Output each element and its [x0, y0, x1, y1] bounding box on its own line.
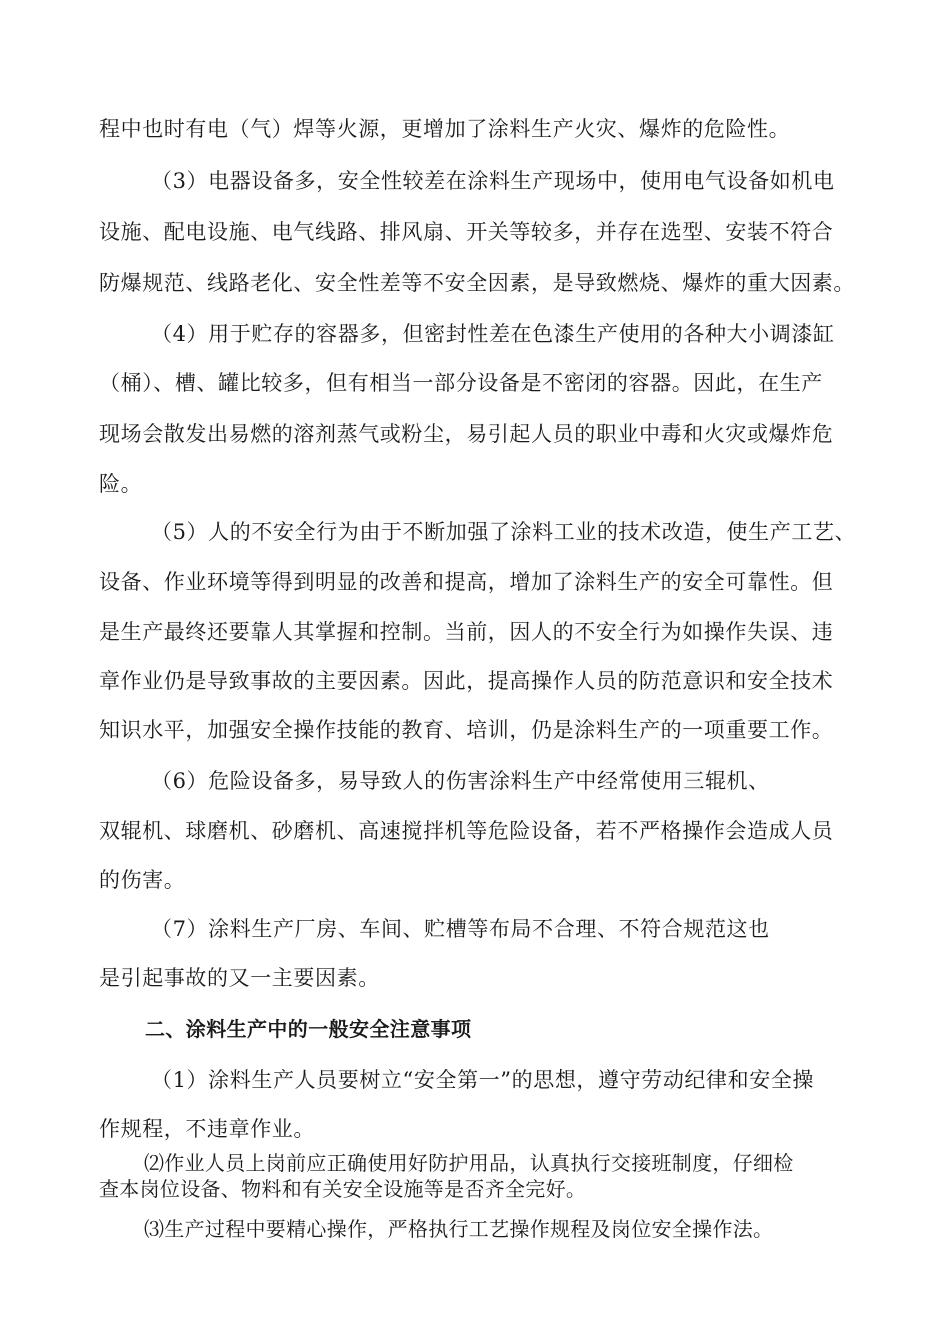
paragraph-line: 的伤害。	[99, 868, 186, 892]
list-item: ⑶生产过程中要精心操作，严格执行工艺操作规程及岗位安全操作法。	[144, 1217, 774, 1241]
paragraph-line: （7）涂料生产厂房、车间、贮槽等布局不合理、不符合规范这也	[151, 917, 770, 941]
paragraph-line: 是引起事故的又一主要因素。	[99, 966, 380, 990]
paragraph-line: 防爆规范、线路老化、安全性差等不安全因素，是导致燃烧、爆炸的重大因素。	[99, 271, 855, 295]
paragraph-line: （5）人的不安全行为由于不断加强了涂料工业的技术改造，使生产工艺、	[151, 520, 857, 544]
paragraph-line: 双辊机、球磨机、砂磨机、高速搅拌机等危险设备，若不严格操作会造成人员	[99, 819, 834, 843]
paragraph-line: 现场会散发出易燃的溶剂蒸气或粉尘，易引起人员的职业中毒和火灾或爆炸危	[99, 422, 834, 446]
paragraph-line: 设备、作业环境等得到明显的改善和提高，增加了涂料生产的安全可靠性。但	[99, 570, 834, 594]
paragraph-line: （3）电器设备多，安全性较差在涂料生产现场中，使用电气设备如机电	[151, 169, 835, 193]
list-item: （1）涂料生产人员要树立“安全第一”的思想，遵守劳动纪律和安全操	[151, 1068, 815, 1092]
section-heading: 二、涂料生产中的一般安全注意事项	[145, 1017, 472, 1041]
paragraph-line: 是生产最终还要靠人其掌握和控制。当前，因人的不安全行为如操作失误、违	[99, 620, 834, 644]
list-item-continuation: 作规程，不违章作业。	[99, 1117, 315, 1141]
paragraph-line: 知识水平，加强安全操作技能的教育、培训，仍是涂料生产的一项重要工作。	[99, 718, 834, 742]
paragraph-line: （6）危险设备多，易导致人的伤害涂料生产中经常使用三辊机、	[151, 769, 770, 793]
list-item: ⑵作业人员上岗前应正确使用好防护用品，认真执行交接班制度，仔细检	[144, 1151, 794, 1175]
paragraph-line: 险。	[99, 472, 143, 496]
list-item-continuation: 查本岗位设备、物料和有关安全设施等是否齐全完好。	[99, 1177, 587, 1201]
paragraph-line: 设施、配电设施、电气线路、排风扇、开关等较多，并存在选型、安装不符合	[99, 220, 834, 244]
paragraph-line: （4）用于贮存的容器多，但密封性差在色漆生产使用的各种大小调漆缸	[151, 322, 835, 346]
paragraph-line: （桶）、槽、罐比较多，但有相当一部分设备是不密闭的容器。因此，在生产	[99, 371, 823, 395]
paragraph-line: 章作业仍是导致事故的主要因素。因此，提高操作人员的防范意识和安全技术	[99, 669, 834, 693]
paragraph-line: 程中也时有电（气）焊等火源，更增加了涂料生产火灾、爆炸的危险性。	[99, 117, 791, 141]
